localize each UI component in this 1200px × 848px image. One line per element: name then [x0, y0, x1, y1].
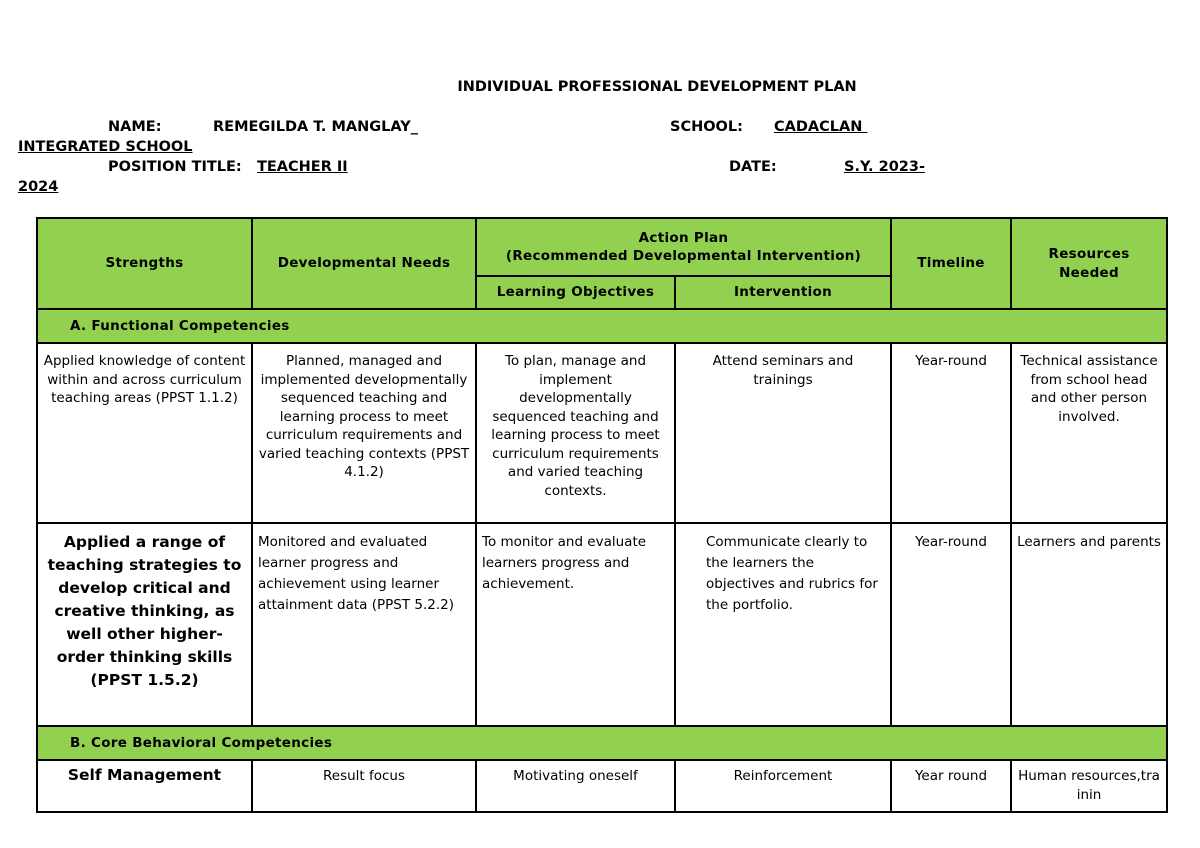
table-row [37, 760, 1167, 812]
header-action-plan [476, 218, 891, 276]
header-resources: Resources Needed [1011, 218, 1167, 309]
position-label: POSITION TITLE: [108, 159, 242, 175]
school-label: SCHOOL: [670, 119, 743, 135]
cell-timeline: Year-round [891, 343, 1011, 523]
action-plan-subtitle: (Recommended Developmental Intervention) [505, 248, 862, 264]
school-value-cont: INTEGRATED SCHOOL [18, 139, 193, 155]
header-intervention: Intervention [675, 276, 891, 309]
name-value: REMEGILDA T. MANGLAY_ [213, 119, 419, 135]
cell-timeline: Year round [891, 760, 1011, 812]
cell-resources: Human resources,trainin [1011, 760, 1167, 812]
cell-objectives: Motivating oneself [476, 760, 675, 812]
header-developmental-needs: Developmental Needs [252, 218, 476, 309]
cell-timeline: Year-round [891, 523, 1011, 726]
name-label: NAME: [108, 119, 162, 135]
school-value: CADACLAN [774, 119, 868, 135]
table-row [37, 523, 1167, 726]
cell-strengths: Applied a range of teaching strategies to develop critical and creative thinking, as well other higher-order thinking skills (PPST 1.5.2) [37, 523, 252, 726]
date-value: S.Y. 2023- [844, 159, 925, 175]
header-strengths: Strengths [37, 218, 252, 309]
header-timeline: Timeline [891, 218, 1011, 309]
cell-needs: Result focus [252, 760, 476, 812]
cell-intervention: Attend seminars and trainings [675, 343, 891, 523]
cell-strengths: Self Management [37, 760, 252, 812]
date-value-cont: 2024 [18, 179, 59, 195]
cell-needs: Planned, managed and implemented developmentally sequenced teaching and learning process to meet curriculum requirements and varied teaching contexts (PPST 4.1.2) [252, 343, 476, 523]
development-plan-table [36, 217, 1168, 813]
cell-objectives: To plan, manage and implement developmentally sequenced teaching and learning process to meet curriculum requirements and varied teaching contexts. [476, 343, 675, 523]
position-value: TEACHER II [257, 159, 348, 175]
page-title: INDIVIDUAL PROFESSIONAL DEVELOPMENT PLAN [457, 79, 857, 95]
header-learning-objectives: Learning Objectives [476, 276, 675, 309]
cell-resources: Technical assistance from school head and other person involved. [1011, 343, 1167, 523]
date-label: DATE: [729, 159, 777, 175]
cell-resources: Learners and parents [1011, 523, 1167, 726]
cell-objectives: To monitor and evaluate learners progress and achievement. [476, 523, 675, 726]
section-core-behavioral-competencies: B. Core Behavioral Competencies [37, 726, 1167, 760]
table-row [37, 343, 1167, 523]
cell-needs: Monitored and evaluated learner progress and achievement using learner attainment data (PPST 5.2.2) [252, 523, 476, 726]
action-plan-title: Action Plan [638, 229, 729, 246]
section-functional-competencies: A. Functional Competencies [37, 309, 1167, 343]
cell-intervention: Communicate clearly to the learners the objectives and rubrics for the portfolio. [675, 523, 891, 726]
cell-strengths: Applied knowledge of content within and across curriculum teaching areas (PPST 1.1.2) [37, 343, 252, 523]
cell-intervention: Reinforcement [675, 760, 891, 812]
